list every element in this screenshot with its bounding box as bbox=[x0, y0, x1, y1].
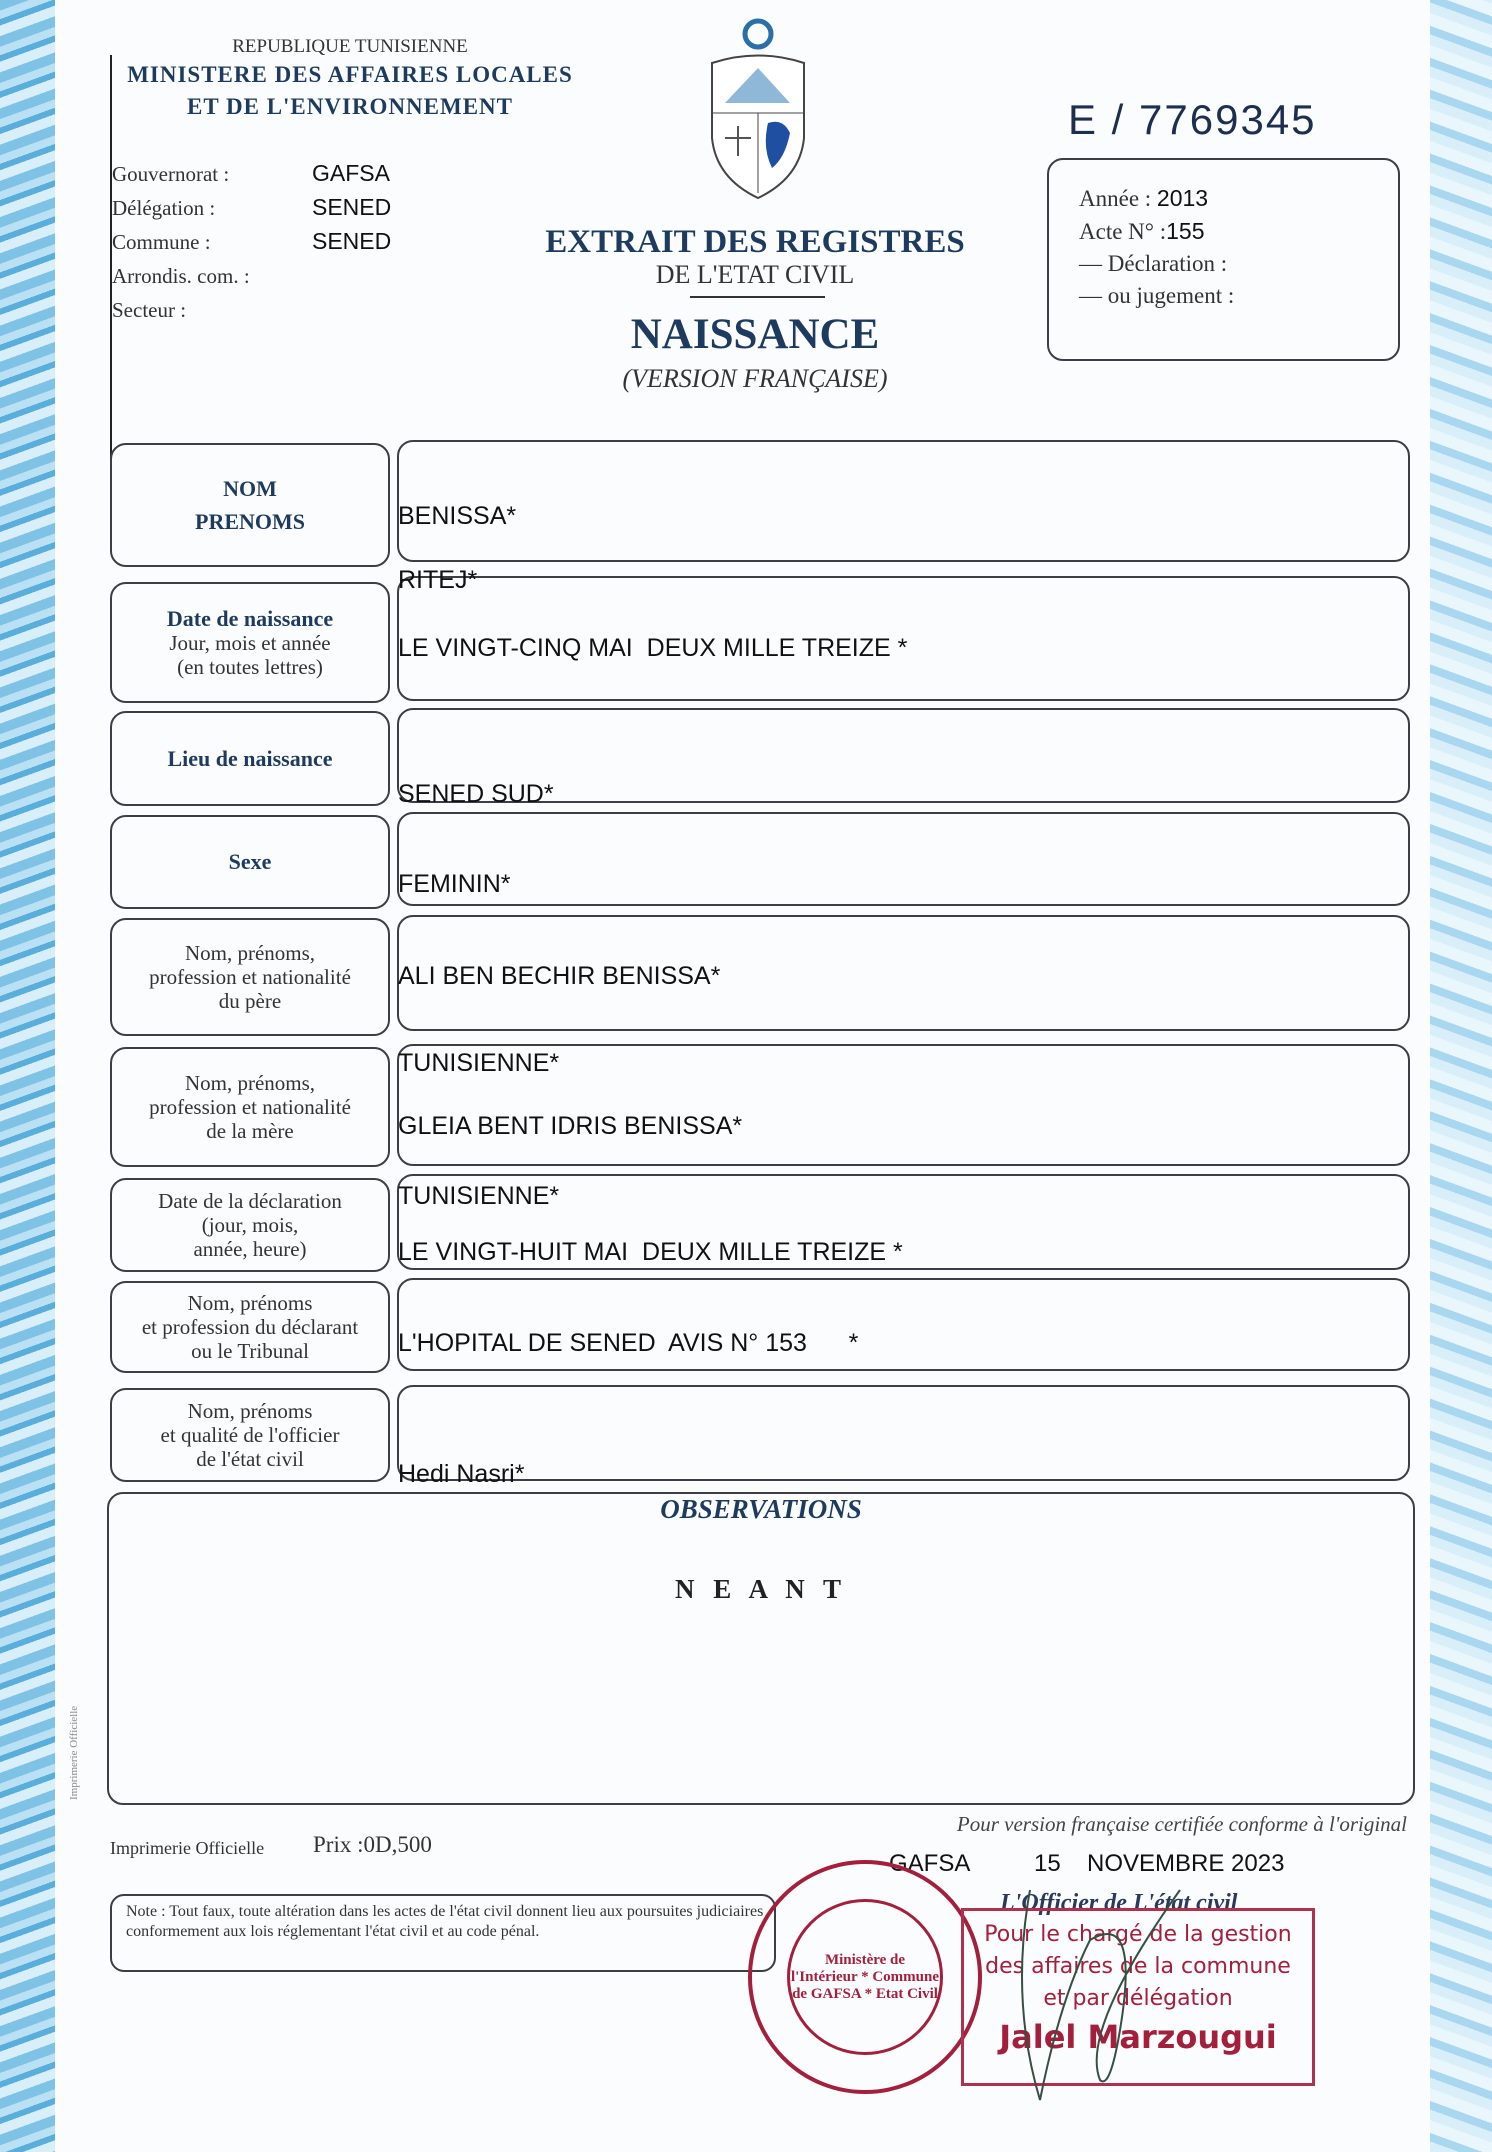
admin-value: SENED bbox=[312, 228, 392, 254]
title-divider bbox=[690, 296, 825, 298]
value-sex: FEMININ* bbox=[398, 870, 511, 898]
label-text: (en toutes lettres) bbox=[177, 655, 323, 680]
admin-value: SENED bbox=[312, 194, 392, 220]
value-surname: BENISSA* bbox=[398, 502, 517, 530]
label-declaration-date bbox=[110, 1178, 390, 1272]
label-text: PRENOMS bbox=[195, 509, 305, 534]
officer-title: L'Officier de L'état civil bbox=[1000, 1890, 1238, 1916]
title-line2: DE L'ETAT CIVIL bbox=[655, 260, 855, 289]
label-text: et profession du déclarant bbox=[141, 1314, 359, 1339]
label-text: (jour, mois, bbox=[201, 1212, 299, 1237]
value-mother: GLEIA BENT IDRIS BENISSA* bbox=[398, 1112, 743, 1140]
observations-text: N E A N T bbox=[674, 1574, 848, 1604]
label-name bbox=[110, 443, 390, 567]
document-type: NAISSANCE bbox=[630, 311, 880, 358]
admin-label: Secteur : bbox=[112, 298, 187, 322]
admin-label: Gouvernorat : bbox=[112, 162, 230, 186]
label-text: de l'état civil bbox=[196, 1447, 304, 1472]
label-officer bbox=[110, 1388, 390, 1482]
label-text: année, heure) bbox=[193, 1237, 307, 1262]
title-line1: EXTRAIT DES REGISTRES bbox=[545, 224, 965, 260]
act-number-value: 155 bbox=[1166, 218, 1205, 244]
value-mother-nationality: TUNISIENNE* bbox=[398, 1182, 560, 1210]
stamp-line: Pour le chargé de la gestion bbox=[984, 1922, 1292, 1947]
value-birth-date: LE VINGT-CINQ MAI DEUX MILLE TREIZE * bbox=[398, 634, 908, 662]
signature-icon bbox=[1000, 1880, 1200, 2110]
side-printer-text: Imprimerie Officielle bbox=[68, 1705, 80, 1800]
label-text: Date de la déclaration bbox=[158, 1188, 342, 1213]
label-sex bbox=[110, 815, 390, 909]
tunisia-emblem-icon bbox=[700, 18, 816, 203]
label-text: ou le Tribunal bbox=[191, 1339, 309, 1364]
admin-label: Arrondis. com. : bbox=[112, 264, 250, 288]
label-birth-date bbox=[110, 582, 390, 703]
year-value: 2013 bbox=[1156, 185, 1209, 211]
value-box-name bbox=[397, 440, 1410, 562]
label-text: Lieu de naissance bbox=[167, 745, 333, 771]
judgement-label: — ou jugement : bbox=[1079, 283, 1235, 308]
value-officer: Hedi Nasri* bbox=[398, 1460, 525, 1488]
value-declarant: L'HOPITAL DE SENED AVIS N° 153 * bbox=[398, 1329, 859, 1357]
label-text: Nom, prénoms bbox=[187, 1290, 313, 1315]
label-text: Jour, mois et année bbox=[169, 631, 331, 655]
value-first-name: RITEJ* bbox=[398, 566, 478, 594]
price-value: 0D,500 bbox=[363, 1832, 432, 1857]
value-birth-place: SENED SUD* bbox=[398, 780, 554, 808]
price-label: Prix : bbox=[313, 1832, 364, 1857]
round-official-stamp bbox=[748, 1860, 982, 2094]
label-text: profession et nationalité bbox=[149, 964, 351, 989]
label-mother bbox=[110, 1047, 390, 1167]
label-text: et qualité de l'officier bbox=[160, 1422, 340, 1447]
republic-label: REPUBLIQUE TUNISIENNE bbox=[232, 36, 468, 57]
version-label: (VERSION FRANÇAISE) bbox=[622, 364, 888, 393]
year-label: Année : bbox=[1079, 186, 1152, 211]
decorative-border-right bbox=[1430, 0, 1492, 2152]
label-text: NOM bbox=[223, 475, 277, 501]
label-text: Nom, prénoms, bbox=[184, 940, 316, 965]
admin-block bbox=[112, 158, 391, 328]
value-box-officer bbox=[397, 1385, 1410, 1481]
issue-month-year: NOVEMBRE 2023 bbox=[1087, 1850, 1285, 1877]
stamp-line: des affaires de la commune bbox=[985, 1954, 1291, 1979]
declaration-label: — Déclaration : bbox=[1079, 251, 1228, 276]
issue-place: GAFSA bbox=[889, 1850, 971, 1877]
ministry-line2: ET DE L'ENVIRONNEMENT bbox=[186, 94, 514, 119]
label-text: Nom, prénoms, bbox=[184, 1070, 316, 1095]
printer-label: Imprimerie Officielle bbox=[110, 1838, 265, 1858]
act-box bbox=[1047, 158, 1400, 361]
observations-box bbox=[107, 1492, 1415, 1805]
act-number-label: Acte N° : bbox=[1079, 219, 1167, 244]
label-text: du père bbox=[218, 989, 282, 1014]
label-text: Date de naissance bbox=[166, 605, 334, 631]
ministry-line1: MINISTERE DES AFFAIRES LOCALES bbox=[127, 62, 573, 87]
stamp-name: Jalel Marzougui bbox=[999, 2018, 1277, 2056]
stamp-line: et par délégation bbox=[1043, 1986, 1233, 2011]
value-father: ALI BEN BECHIR BENISSA* bbox=[398, 962, 721, 990]
label-text: profession et nationalité bbox=[149, 1094, 351, 1119]
label-declarant bbox=[110, 1281, 390, 1373]
legal-note: Note : Tout faux, toute altération dans les actes de l'état civil donnent lieu aux poursuites judiciaires conformement aux lois réglementant l'état civil et au code pénal. bbox=[110, 1894, 776, 1972]
issue-day: 15 bbox=[1034, 1850, 1061, 1877]
admin-label: Commune : bbox=[112, 230, 211, 254]
label-birth-place bbox=[110, 711, 390, 806]
label-text: Nom, prénoms bbox=[187, 1398, 313, 1423]
value-father-nationality: TUNISIENNE* bbox=[398, 1049, 560, 1077]
decorative-border-left bbox=[0, 0, 55, 2152]
label-text: de la mère bbox=[206, 1119, 294, 1144]
label-text: Sexe bbox=[228, 849, 272, 875]
label-father bbox=[110, 918, 390, 1036]
serial-number: E / 7769345 bbox=[1068, 96, 1317, 143]
observations-title: OBSERVATIONS bbox=[660, 1494, 862, 1524]
stamp-inner-circle: Ministère de l'Intérieur * Commune de GAFSA * Etat Civil bbox=[787, 1899, 943, 2055]
certified-text: Pour version française certifiée conforme à l'original bbox=[956, 1812, 1407, 1836]
admin-label: Délégation : bbox=[112, 196, 216, 220]
admin-value: GAFSA bbox=[312, 160, 390, 186]
value-box-sex bbox=[397, 812, 1410, 906]
value-declaration-date: LE VINGT-HUIT MAI DEUX MILLE TREIZE * bbox=[398, 1238, 903, 1266]
